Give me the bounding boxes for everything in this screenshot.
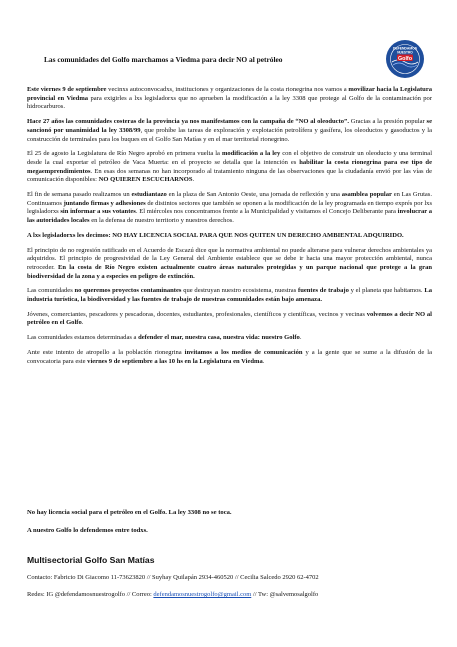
p3-text-3: . En esas dos semanas no han incorporado al tratamiento ninguna de las observaciones que la ciudadanía envió por las vías de comunicación disponibles: xyxy=(27,167,432,184)
paragraph-7 xyxy=(27,287,432,304)
p4-text-1: El fin de semana pasado realizamos un xyxy=(27,191,132,199)
p2-text-1: Gracias a la presión popular xyxy=(348,118,427,126)
p1-text-2: para exigirles a lxs legisladorxs que no aprueben la modificación a la ley 3308 que protege al Golfo de la contaminación por hidrocarburos. xyxy=(27,94,432,111)
signature: Multisectorial Golfo San Matías xyxy=(27,555,155,565)
logo-golfo-text: Golfo xyxy=(397,55,413,62)
p2-lead: Hace 27 años las comunidades costeras de la provincia ya nos manifestamos con la campaña de “NO al oleoducto”. xyxy=(27,118,349,126)
contact-line: Contacto: Fabricio Di Giacomo 11-73623820 // Suyhay Quilapán 2934-460520 // Cecilia Salcedo 2920 62-4702 xyxy=(27,574,319,581)
closing-line-1: No hay licencia social para el petróleo en el Golfo. La ley 3308 no se toca. xyxy=(27,509,232,516)
article-body xyxy=(27,86,432,372)
p4-highlight-5: involucrar a las autoridades locales xyxy=(27,208,432,225)
social-line xyxy=(27,591,318,598)
logo-emblem-icon xyxy=(386,40,424,78)
page-title: Las comunidades del Golfo marchamos a Viedma para decir NO al petróleo xyxy=(44,55,283,64)
p3-highlight-1: modificación a la ley xyxy=(221,150,281,158)
p7-text-1: Las comunidades xyxy=(27,287,75,295)
p3-highlight-3: NO QUIEREN ESCUCHARNOS xyxy=(98,176,193,184)
p8-highlight: volvemos a decir NO al petróleo en el Golfo xyxy=(27,310,432,327)
paragraph-5 xyxy=(27,232,432,241)
p7-highlight-1: no queremos proyectos contaminantes xyxy=(74,287,182,295)
p8-text-1: Jóvenes, comerciantes, pescadores y pescadoras, docentes, estudiantes, profesionales, científicos y científicas, vecinos y vecinas xyxy=(27,310,367,318)
p1-highlight: movilizar hacia la Legislatura provincial en Viedma xyxy=(27,86,432,102)
paragraph-1 xyxy=(27,86,432,112)
p10-highlight-2: viernes 9 de septiembre a las 10 hs en la Legislatura en Viedma xyxy=(87,357,263,365)
p3-highlight-2: habilitar la costa rionegrina para ese tipo de megaemprendimientos xyxy=(27,158,432,175)
p2-text-2: , que prohíbe las tareas de exploración y explotación petrolífera y gasífera, los oleoductos y gasoductos y la construcción de terminales para los buques en el Golfo San Matías y en el mar territorial rionegrino. xyxy=(27,126,433,143)
social-text-2: // Tw: @salvemosalgolfo xyxy=(251,591,319,598)
p7-text-2: que destruyan nuestro ecosistema, nuestras xyxy=(181,287,299,295)
p4-highlight-1: estudiantazo xyxy=(131,191,167,199)
paragraph-2 xyxy=(27,118,432,144)
p9-text-2: . xyxy=(299,334,302,342)
paragraph-3 xyxy=(27,150,432,185)
p10-text-3: . xyxy=(262,357,265,365)
p4-text-3: en Las Grutas. Continuamos xyxy=(27,191,432,207)
p6-highlight: En la costa de Río Negro existen actualmente cuatro áreas naturales protegidas y un parque nacional que protege a la gran biodiversidad de la zona y a especies en peligro de extinción. xyxy=(27,263,432,280)
p4-text-4: de distintos sectores que también se oponen a la modificación de la ley programada en tiempo exprés por lxs legisladorxs xyxy=(27,199,432,216)
p9-highlight: defender el mar, nuestra casa, nuestra vida: nuestro Golfo xyxy=(138,334,300,342)
p3-text-2: con el objetivo de construir un oleoducto y una terminal desde la cual exportar el petróleo de Vaca Muerta: en el proyecto se detalla que la intención es xyxy=(27,150,433,166)
p4-highlight-3: juntando firmas y adhesiones xyxy=(63,199,146,207)
p3-text-1: El 25 de agosto la Legislatura de Río Negro aprobó en primera vuelta la xyxy=(27,150,222,158)
social-text-1: Redes: IG @defendamosnuestrogolfo // Correo: xyxy=(27,591,154,598)
paragraph-8 xyxy=(27,311,432,328)
p10-text-2: y a la gente que se sume a la difusión de la convocatoria para este xyxy=(27,348,432,365)
p5-statement: A lxs legisladorxs les decimos: NO HAY LICENCIA SOCIAL PARA QUE NOS QUITEN UN DERECHO AMBIENTAL ADQUIRIDO. xyxy=(27,231,404,239)
p2-highlight: se sancionó por unanimidad la ley 3308/99 xyxy=(27,118,432,134)
p10-highlight-1: invitamos a los medios de comunicación xyxy=(184,348,303,356)
email-link[interactable]: defendamosnuestrogolfo@gmail.com xyxy=(153,591,252,598)
p1-date: Este viernes 9 de septiembre xyxy=(27,86,107,93)
p1-text-1: vecinxs autoconvocadxs, instituciones y organizaciones de la costa rionegrina nos vamos a xyxy=(106,86,349,93)
p8-text-2: . xyxy=(81,319,84,327)
p4-highlight-4: sin informar a sus votantes xyxy=(60,208,136,216)
paragraph-9 xyxy=(27,334,432,343)
p10-text-1: Ante este intento de atropello a la población rionegrina xyxy=(27,348,185,356)
paragraph-10 xyxy=(27,349,432,366)
closing-line-2: A nuestro Golfo lo defendemos entre todxs. xyxy=(27,527,148,534)
p6-text: El principio de no regresión ratificado en el Acuerdo de Escazú dice que la normativa ambiental no puede alterarse para vulnerar derechos ambientales ya adquiridos. El principio de progresividad de la Ley General del Ambiente establece que se debe ir hacia una mayor protección ambiental, nunca retroceder. xyxy=(27,246,432,271)
defendamos-nuestro-golfo-logo xyxy=(386,40,424,78)
p4-highlight-2: asamblea popular xyxy=(341,191,392,199)
p9-text-1: Las comunidades estamos determinadas a xyxy=(27,334,139,342)
paragraph-4 xyxy=(27,191,432,226)
p7-highlight-2: fuentes de trabajo xyxy=(298,287,349,295)
logo-middle-text: NUESTRO xyxy=(397,50,413,55)
p4-text-5: . El miércoles nos concentramos frente a la Municipalidad y visitamos el Concejo Deliberante para xyxy=(135,208,398,216)
p3-text-4: . xyxy=(192,176,195,184)
logo-top-text: DEFENDAMOS xyxy=(392,46,418,51)
p4-text-6: en la defensa de nuestro territorio y nuestros derechos. xyxy=(89,217,234,225)
p4-text-2: en la plaza de San Antonio Oeste, una jornada de reflexión y una xyxy=(166,191,342,199)
p7-text-3: y el planeta que habitamos. xyxy=(348,287,425,295)
paragraph-6 xyxy=(27,247,432,282)
p7-highlight-3: La industria turística, la biodiversidad y las fuentes de trabajo de nuestras comunidades están bajo amenaza. xyxy=(27,287,432,304)
